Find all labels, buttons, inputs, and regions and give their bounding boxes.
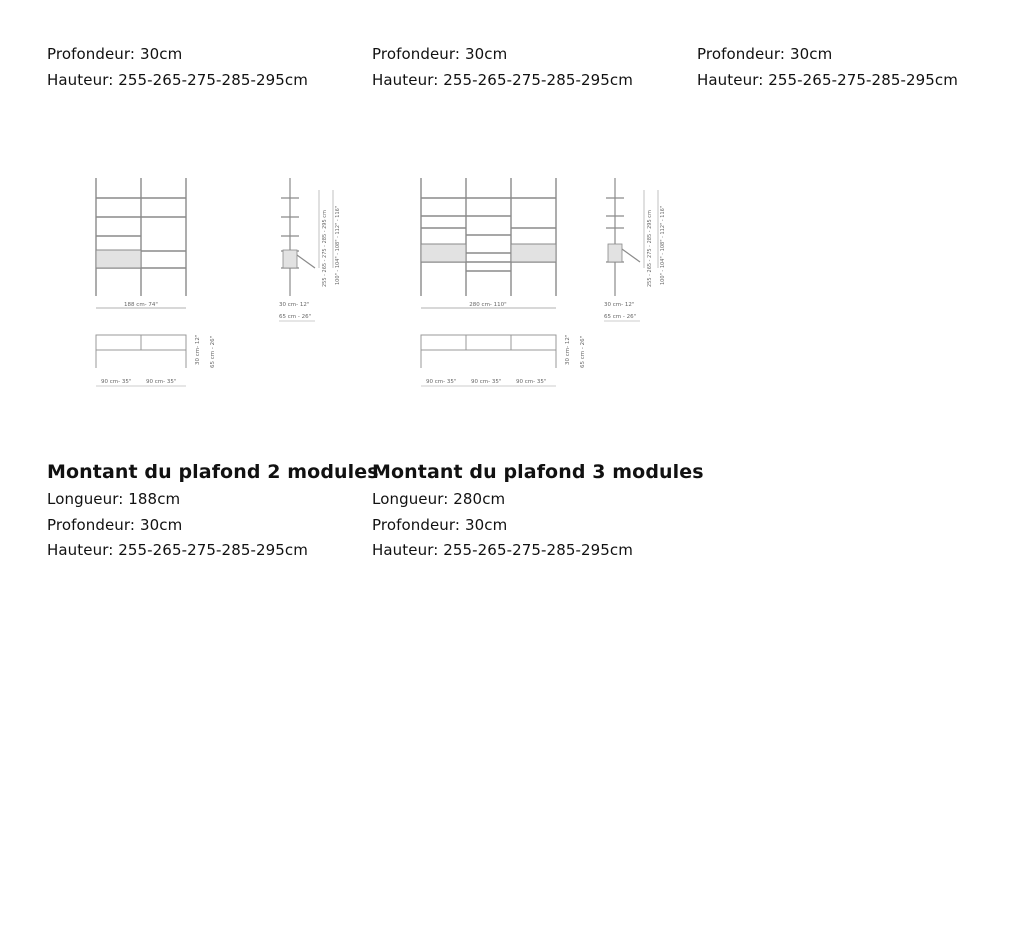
- technical-drawing: [372, 160, 672, 400]
- svg-text:30 cm- 12": 30 cm- 12": [195, 334, 201, 365]
- product-title-2-modules[interactable]: Montant du plafond 2 modules: [47, 461, 379, 483]
- svg-text:100" - 104" - 108" - 112" - 11: 100" - 104" - 108" - 112" - 116": [660, 205, 666, 285]
- height-spec: Hauteur: 255-265-275-285-295cm: [372, 70, 633, 89]
- top-specs-3: [697, 42, 997, 93]
- depth-spec: Profondeur: 30cm: [47, 45, 183, 63]
- depth-spec: Profondeur: 30cm: [697, 45, 833, 63]
- product-title-3-modules[interactable]: Montant du plafond 3 modules: [372, 461, 704, 483]
- svg-text:90 cm- 35": 90 cm- 35": [426, 379, 457, 385]
- svg-text:65 cm - 26": 65 cm - 26": [279, 314, 312, 320]
- technical-drawing: [47, 160, 347, 400]
- svg-text:100" - 104" - 108" - 112" - 11: 100" - 104" - 108" - 112" - 116": [335, 205, 341, 285]
- svg-text:30 cm- 12": 30 cm- 12": [604, 302, 635, 308]
- svg-text:255 - 265 - 275 - 285 - 295 cm: 255 - 265 - 275 - 285 - 295 cm: [322, 210, 328, 287]
- length-spec: Longueur: 188cm: [47, 490, 181, 508]
- svg-text:65 cm - 26": 65 cm - 26": [604, 314, 637, 320]
- height-spec: Hauteur: 255-265-275-285-295cm: [47, 70, 308, 89]
- svg-text:188 cm- 74": 188 cm- 74": [124, 302, 158, 308]
- length-spec: Longueur: 280cm: [372, 490, 506, 508]
- svg-text:65 cm - 26": 65 cm - 26": [210, 335, 216, 368]
- depth-spec: Profondeur: 30cm: [372, 45, 508, 63]
- product-drawing-2-modules[interactable]: [47, 160, 347, 400]
- product-specs-3-modules: [372, 487, 672, 564]
- svg-text:255 - 265 - 275 - 285 - 295 cm: 255 - 265 - 275 - 285 - 295 cm: [647, 210, 653, 287]
- product-drawing-3-modules[interactable]: [372, 160, 672, 400]
- svg-text:280 cm- 110": 280 cm- 110": [469, 302, 507, 308]
- product-specs-2-modules: [47, 487, 347, 564]
- svg-text:30 cm- 12": 30 cm- 12": [279, 302, 310, 308]
- svg-text:30 cm- 12": 30 cm- 12": [565, 334, 571, 365]
- height-spec: Hauteur: 255-265-275-285-295cm: [47, 541, 308, 559]
- svg-text:90 cm- 35": 90 cm- 35": [146, 379, 177, 385]
- top-specs-1: [47, 42, 347, 93]
- svg-text:65 cm - 26": 65 cm - 26": [580, 335, 586, 368]
- top-specs-2: [372, 42, 672, 93]
- svg-text:90 cm- 35": 90 cm- 35": [101, 379, 132, 385]
- height-spec: Hauteur: 255-265-275-285-295cm: [372, 541, 633, 559]
- height-spec: Hauteur: 255-265-275-285-295cm: [697, 70, 958, 89]
- svg-text:90 cm- 35": 90 cm- 35": [516, 379, 547, 385]
- svg-text:90 cm- 35": 90 cm- 35": [471, 379, 502, 385]
- depth-spec: Profondeur: 30cm: [47, 515, 183, 534]
- depth-spec: Profondeur: 30cm: [372, 515, 508, 534]
